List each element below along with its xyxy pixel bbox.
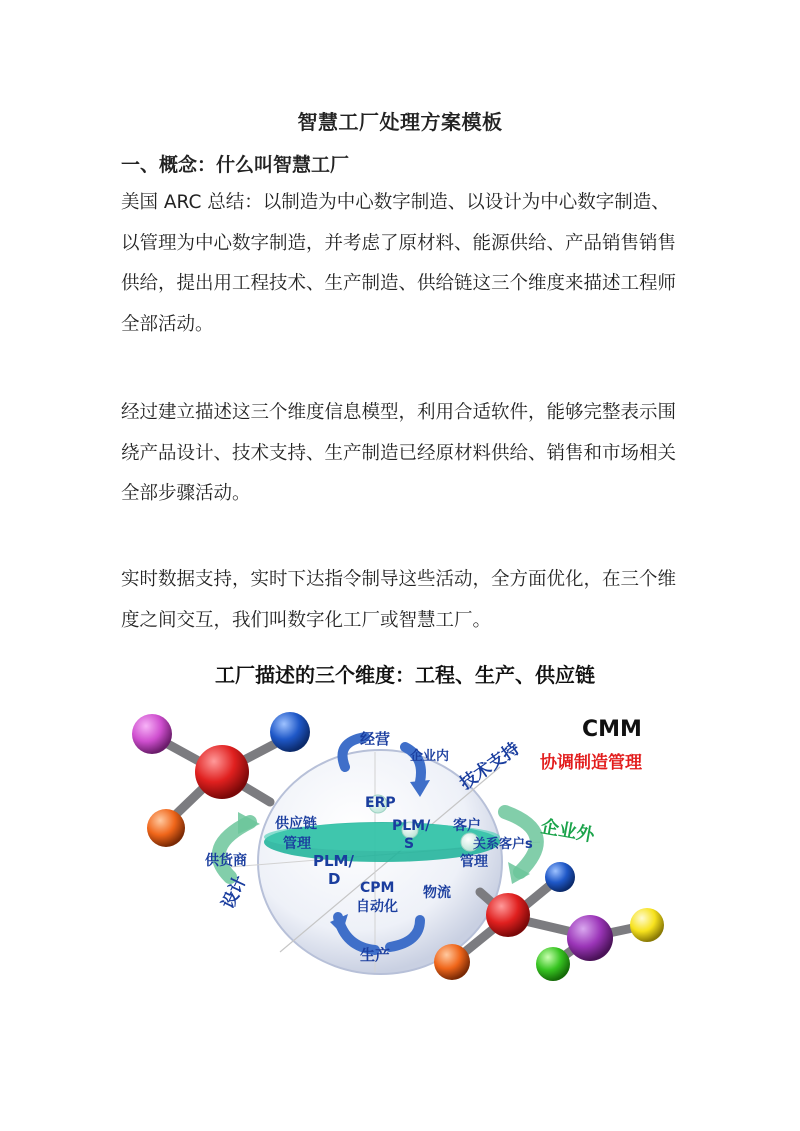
label-gonghuoshang: 供货商 [205, 853, 247, 869]
paragraph-line: 以管理为中心数字制造，并考虑了原材料、能源供给、产品销售销售 [121, 232, 677, 254]
paragraph-line: 全部步骤活动。 [121, 483, 251, 504]
label-sheji: 设计 [218, 872, 251, 913]
label-jishuzhichi: 技术支持 [456, 738, 524, 795]
atom-orange [147, 809, 185, 847]
cmm-subtitle: 协调制造管理 [540, 753, 642, 773]
label-kehu: 客户 [453, 818, 481, 834]
atom-magenta [132, 714, 172, 754]
figure-title: 工厂描述的三个维度：工程、生产、供应链 [215, 663, 595, 687]
cmm-label: CMM [582, 717, 642, 742]
paragraph-line: 供给，提出用工程技术、生产制造、供给链这三个维度来描述工程师 [121, 273, 677, 294]
paragraph-2 [121, 393, 691, 515]
atom-red [486, 893, 530, 937]
paragraph-line: 度之间交互，我们叫数字化工厂或智慧工厂。 [121, 609, 492, 631]
atom-yellow [630, 908, 664, 942]
label-plms-top: PLM/ [392, 818, 431, 834]
figure-canvas [120, 652, 690, 1002]
atom-orange [434, 944, 470, 980]
paragraph-1 [121, 183, 691, 345]
document-title: 智慧工厂处理方案模板 [297, 110, 503, 134]
label-shengchan: 生产 [360, 946, 391, 964]
label-guanli-left: 管理 [283, 836, 311, 852]
label-plms-bottom: S [404, 836, 415, 852]
label-gongyinglian: 供应链 [275, 816, 317, 832]
atom-green [536, 947, 570, 981]
label-plmd-bottom: D [328, 870, 341, 888]
label-wuliu: 物流 [423, 885, 451, 901]
atom-blue [545, 862, 575, 892]
label-guanli-right: 管理 [460, 854, 488, 870]
paragraph-line: 绕产品设计、技术支持、生产制造已经原材料供给、销售和市场相关 [121, 442, 677, 464]
paragraph-line: 全部活动。 [121, 313, 214, 335]
paragraph-line: 实时数据支持，实时下达指令制导这些活动，全方面优化，在三个维 [121, 569, 677, 590]
label-qiyewai: 企业外 [539, 816, 596, 847]
atom-blue [270, 712, 310, 752]
paragraph-line: 美国 ARC 总结：以制造为中心数字制造、以设计为中心数字制造、 [121, 192, 670, 213]
section-heading: 一、概念：什么叫智慧工厂 [121, 154, 350, 176]
label-erp: ERP [365, 795, 396, 811]
three-dimensions-figure [120, 652, 690, 1002]
paragraph-line: 经过建立描述这三个维度信息模型，利用合适软件，能够完整表示围 [121, 402, 677, 423]
atom-purple [567, 915, 613, 961]
label-qiyenei: 企业内 [410, 749, 450, 764]
label-jingying: 经营 [360, 730, 391, 748]
label-zidonghua: 自动化 [356, 899, 398, 915]
label-guanxi-kehu: 关系客户s [473, 837, 533, 852]
paragraph-3 [121, 560, 691, 641]
atom-red [195, 745, 249, 799]
label-plmd-top: PLM/ [313, 852, 354, 870]
label-cpm: CPM [360, 880, 395, 896]
